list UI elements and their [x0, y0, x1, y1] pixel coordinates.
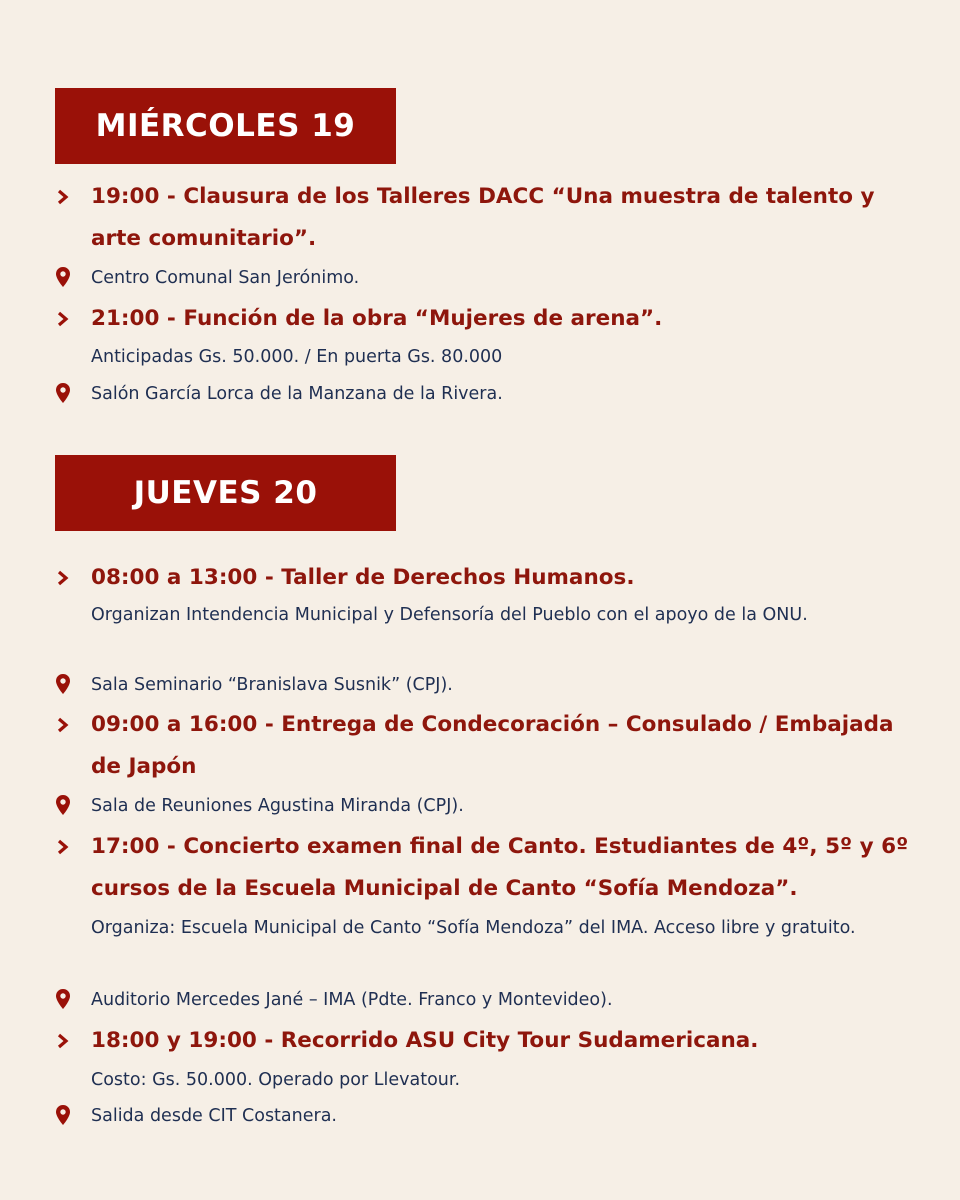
location-text: Sala de Reuniones Agustina Miranda (CPJ). — [91, 796, 464, 816]
event-detail: Costo: Gs. 50.000. Operado por Llevatour. — [91, 1070, 461, 1090]
detail-item — [55, 912, 930, 978]
chevron-right-icon — [55, 1030, 71, 1052]
detail-item — [55, 599, 930, 665]
map-pin-icon — [55, 382, 71, 404]
map-pin-icon — [55, 1104, 71, 1126]
chevron-right-icon — [55, 714, 71, 736]
location-item — [55, 984, 930, 1017]
event-detail: Organizan Intendencia Municipal y Defensoría del Pueblo con el apoyo de la ONU. — [91, 605, 808, 625]
map-pin-icon — [55, 988, 71, 1010]
chevron-right-icon — [55, 308, 71, 330]
event-title: 18:00 y 19:00 - Recorrido ASU City Tour Sudamericana. — [91, 1028, 759, 1053]
event-title: 08:00 a 13:00 - Taller de Derechos Humanos. — [91, 565, 635, 590]
location-item — [55, 378, 930, 411]
chevron-right-icon — [55, 186, 71, 208]
location-item — [55, 1100, 930, 1133]
event-item — [55, 704, 930, 788]
event-item — [55, 1020, 930, 1062]
event-title: 19:00 - Clausura de los Talleres DACC “Una muestra de talento y arte comunitario”. — [91, 184, 875, 251]
detail-item — [55, 1064, 930, 1097]
location-text: Auditorio Mercedes Jané – IMA (Pdte. Franco y Montevideo). — [91, 990, 613, 1010]
event-title: 17:00 - Concierto examen final de Canto. Estudiantes de 4º, 5º y 6º cursos de la Escuela Municipal de Canto “Sofía Mendoza”. — [91, 834, 909, 901]
location-item — [55, 790, 930, 823]
chevron-right-icon — [55, 567, 71, 589]
chevron-right-icon — [55, 836, 71, 858]
event-item — [55, 176, 930, 260]
event-title: 21:00 - Función de la obra “Mujeres de arena”. — [91, 306, 663, 331]
event-title: 09:00 a 16:00 - Entrega de Condecoración – Consulado / Embajada de Japón — [91, 712, 894, 779]
location-item — [55, 669, 930, 702]
location-item — [55, 262, 930, 295]
location-text: Centro Comunal San Jerónimo. — [91, 268, 360, 288]
day-header-jueves: JUEVES 20 — [55, 455, 396, 531]
location-text: Sala Seminario “Branislava Susnik” (CPJ). — [91, 675, 453, 695]
location-text: Salida desde CIT Costanera. — [91, 1106, 337, 1126]
event-item — [55, 298, 930, 340]
event-item — [55, 826, 930, 910]
map-pin-icon — [55, 673, 71, 695]
location-text: Salón García Lorca de la Manzana de la Rivera. — [91, 384, 503, 404]
day-header-miercoles: MIÉRCOLES 19 — [55, 88, 396, 164]
detail-item — [55, 341, 930, 374]
event-item — [55, 557, 930, 599]
map-pin-icon — [55, 266, 71, 288]
event-detail: Organiza: Escuela Municipal de Canto “Sofía Mendoza” del IMA. Acceso libre y gratuito. — [91, 918, 856, 938]
map-pin-icon — [55, 794, 71, 816]
event-detail: Anticipadas Gs. 50.000. / En puerta Gs. 80.000 — [91, 347, 503, 367]
